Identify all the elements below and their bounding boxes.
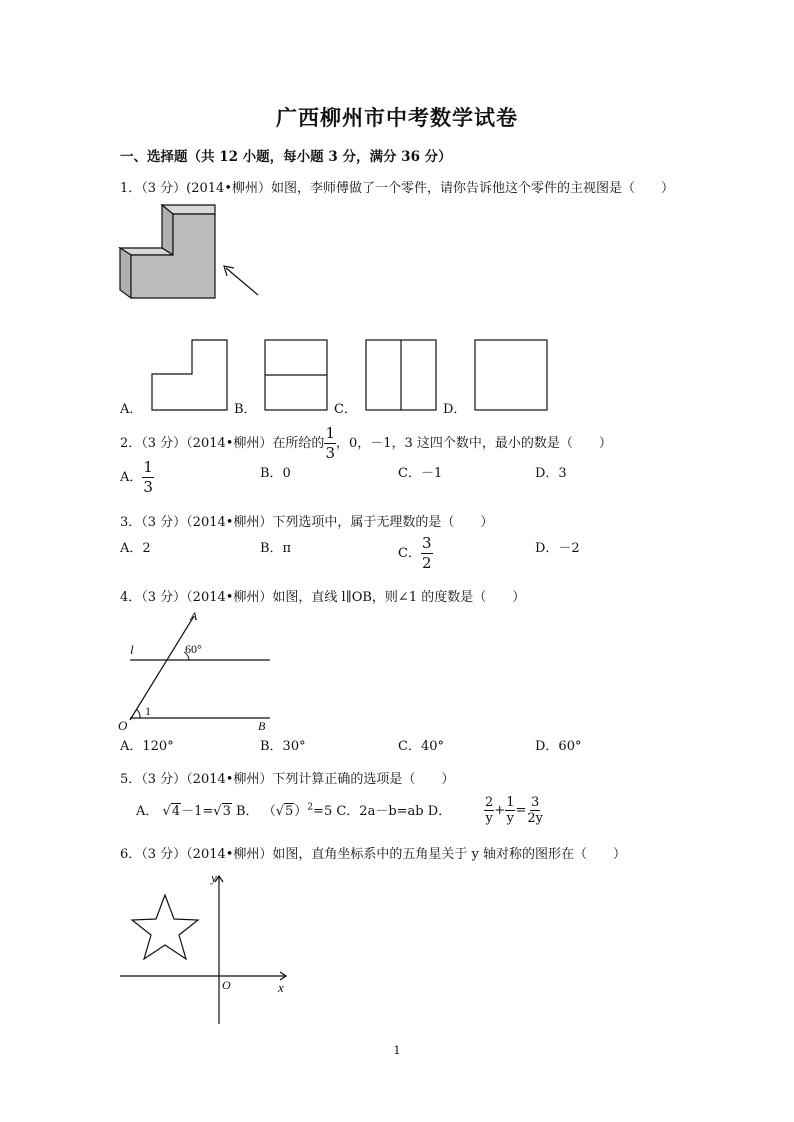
- fraction-3-over-2y: [526, 795, 544, 826]
- sqrt-3: √3: [213, 804, 231, 819]
- sqrt-4: √4: [162, 804, 181, 819]
- question-6-stem: 6．（3 分）（2014•柳州）如图，直角坐标系中的五角星关于 y 轴对称的图形在（ ）: [120, 847, 627, 862]
- fraction-denominator: y: [485, 811, 493, 826]
- fraction-numerator: 1: [325, 424, 335, 442]
- plus-sign: +: [494, 803, 506, 818]
- fraction-numerator: 1: [143, 458, 153, 476]
- question-1-option-d-figure: [473, 338, 549, 412]
- option-c: C．2a－b=ab: [336, 804, 424, 819]
- option-c-label: C．: [398, 546, 421, 561]
- question-1-option-c-label: C．: [334, 402, 357, 417]
- equals-sign: =: [515, 803, 527, 818]
- question-1-option-b-label: B．: [234, 402, 257, 417]
- question-5-option-d-expression: [484, 795, 544, 826]
- question-3-option-a: A．2: [120, 541, 151, 556]
- option-b-open: （: [262, 804, 276, 819]
- radicand: 5: [285, 804, 294, 819]
- question-2-stem: [120, 424, 612, 463]
- question-5-options-abc: [136, 800, 451, 819]
- radicand: 4: [171, 804, 181, 819]
- fraction-numerator: 3: [421, 534, 432, 552]
- question-4-option-d: D．60°: [535, 739, 582, 754]
- label-o: O: [118, 718, 128, 733]
- sqrt-5: √5: [275, 804, 294, 819]
- question-4-option-c: C．40°: [398, 739, 444, 754]
- origin-label: O: [222, 978, 231, 992]
- view-arrow-line: [226, 268, 258, 295]
- fraction-denominator: y: [506, 811, 514, 826]
- five-pointed-star: [132, 895, 198, 959]
- question-2-option-b: B．0: [260, 466, 291, 481]
- option-a-fraction: [142, 458, 154, 497]
- question-1-option-a-label: A．: [120, 402, 143, 417]
- question-3-stem: 3．（3 分）（2014•柳州）下列选项中，属于无理数的是（ ）: [120, 515, 494, 530]
- question-1-option-b-figure: [263, 338, 329, 412]
- question-1-option-a-figure: [150, 338, 230, 412]
- question-1-figure: [118, 205, 268, 305]
- radicand: 3: [222, 804, 231, 819]
- part-front-face: [131, 214, 215, 298]
- question-3-option-b: B．π: [260, 541, 292, 556]
- label-l: l: [130, 642, 134, 657]
- question-3-option-d: D．－2: [535, 541, 580, 556]
- question-1-option-d-label: D．: [443, 402, 467, 417]
- part-side-face-lower: [120, 248, 131, 298]
- question-1-option-c-figure: [364, 338, 438, 412]
- question-2-fraction: [324, 424, 336, 463]
- question-6-figure: [118, 868, 298, 1028]
- question-3-option-c: [398, 534, 433, 573]
- option-b-close: ）: [294, 804, 308, 819]
- option-b-tail: =5: [313, 804, 333, 819]
- question-2-option-a: [120, 458, 154, 497]
- label-angle-1: 1: [145, 704, 151, 718]
- question-2-stem-pre: 2．（3 分）（2014•柳州）在所给的: [120, 436, 325, 451]
- option-a-middle: －1=: [181, 804, 214, 819]
- option-d-label: D．: [427, 804, 452, 819]
- question-4-stem: 4．（3 分）（2014•柳州）如图，直线 l∥OB，则∠1 的度数是（ ）: [120, 590, 526, 605]
- question-2-stem-post: ，0，－1，3 这四个数中，最小的数是（ ）: [335, 436, 612, 451]
- question-1-stem: 1．（3 分）(2014•柳州）如图，李师傅做了一个零件，请你告诉他这个零件的主视图是（ ）: [120, 181, 674, 196]
- option-b-label: B．: [236, 804, 259, 819]
- fraction-1-over-y: [505, 795, 515, 826]
- axis-y-label: y: [211, 870, 217, 885]
- question-4-option-b: B．30°: [260, 739, 306, 754]
- section-heading: 一、选择题（共 12 小题，每小题 3 分，满分 36 分）: [120, 149, 452, 165]
- fraction-denominator: 3: [325, 444, 335, 462]
- option-a-label: A．: [120, 470, 143, 485]
- fraction-numerator: 2: [485, 795, 494, 810]
- page-title: 广西柳州市中考数学试卷: [276, 105, 518, 130]
- axis-x-label: x: [278, 980, 284, 995]
- fraction-denominator: 2: [421, 554, 432, 572]
- option-c-fraction: [421, 534, 433, 573]
- exponent: 2: [307, 802, 314, 813]
- label-b: B: [258, 719, 266, 733]
- fraction-denominator: 3: [143, 478, 153, 496]
- fraction-numerator: 1: [506, 795, 515, 810]
- question-4-option-a: A．120°: [120, 739, 174, 754]
- option-a-label: A．: [136, 804, 159, 819]
- fraction-denominator: 2y: [527, 811, 543, 826]
- question-2-option-c: C．－1: [398, 466, 443, 481]
- fraction-2-over-y: [484, 795, 494, 826]
- label-a: A: [190, 609, 198, 623]
- page-number: 1: [393, 1044, 401, 1057]
- question-2-option-d: D．3: [535, 466, 567, 481]
- part-side-face-upper: [162, 205, 173, 255]
- label-angle-60: 60°: [185, 642, 202, 656]
- fraction-numerator: 3: [531, 795, 540, 810]
- question-4-figure: [118, 608, 278, 738]
- question-5-stem: 5．（3 分）（2014•柳州）下列计算正确的选项是（ ）: [120, 772, 455, 787]
- transversal-oa: [130, 616, 194, 720]
